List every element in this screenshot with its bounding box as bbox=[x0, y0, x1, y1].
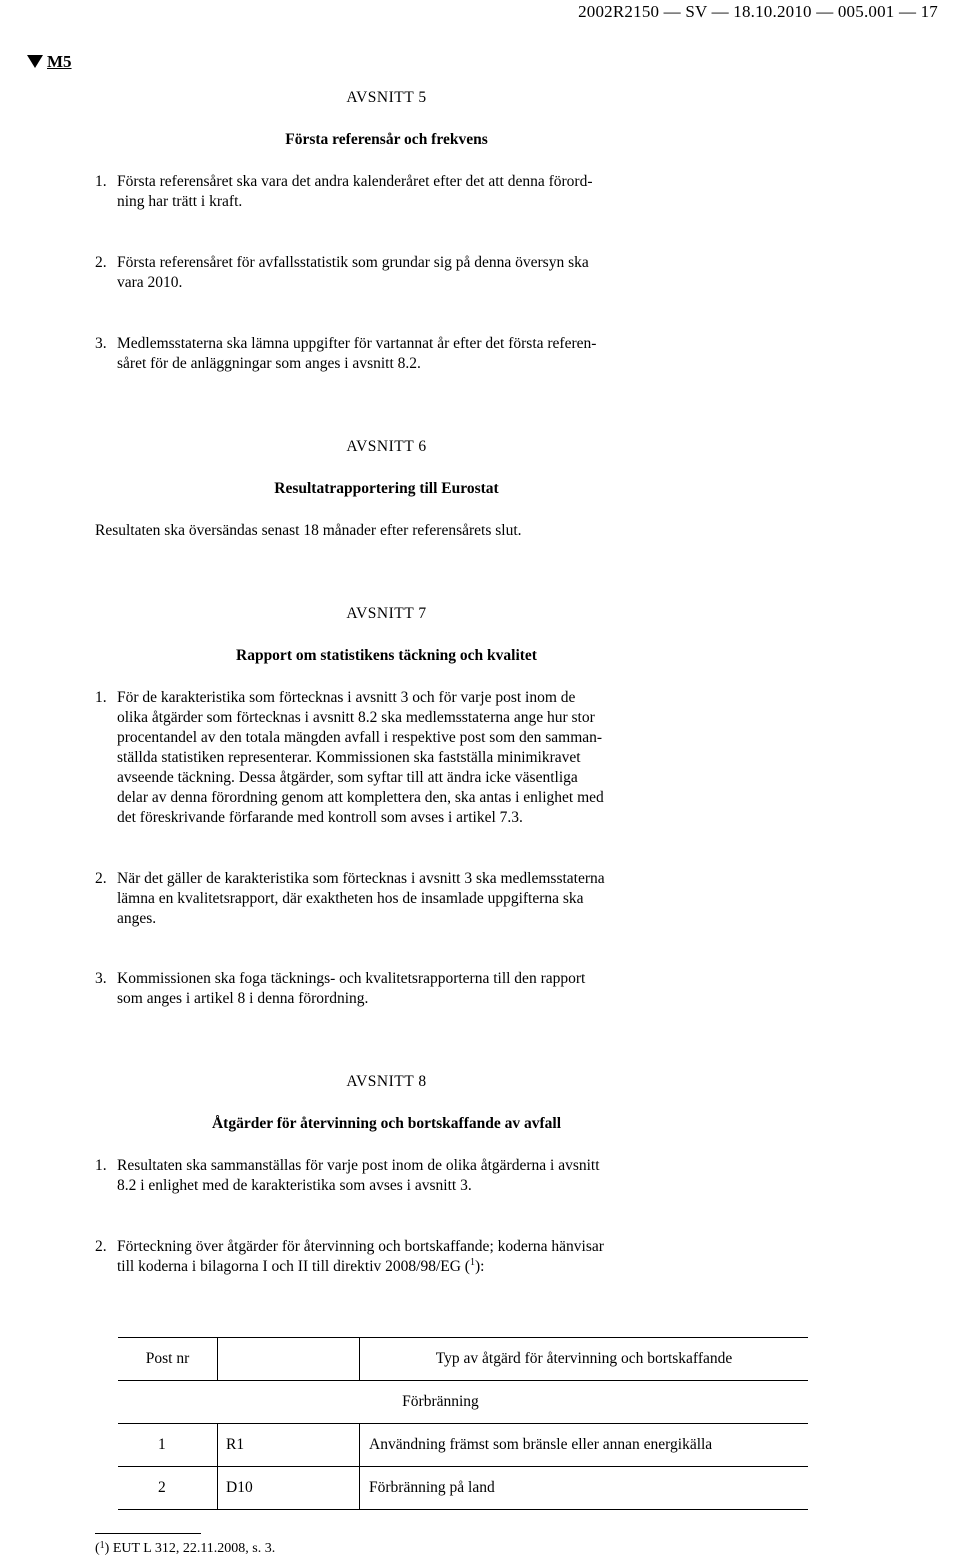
s8-p1-num: 1. bbox=[95, 1157, 107, 1174]
s5-p3-num: 3. bbox=[95, 335, 107, 352]
s7-p1-line1: För de karakteristika som förtecknas i avsnitt 3 och för varje post inom de bbox=[117, 689, 576, 706]
section-5-title: Första referensår och frekvens bbox=[285, 131, 488, 148]
s7-p1-line7: det föreskrivande förfarande med kontroll som avses i artikel 7.3. bbox=[117, 809, 523, 826]
amendment-marker bbox=[27, 52, 72, 72]
row-desc: Användning främst som bränsle eller annan energikälla bbox=[360, 1424, 809, 1467]
s5-p3-line1: Medlemsstaterna ska lämna uppgifter för vartannat år efter det första referen- bbox=[117, 335, 597, 352]
row-nr: 2 bbox=[118, 1467, 218, 1510]
s8-p1-line1: Resultaten ska sammanställas för varje post inom de olika åtgärderna i avsnitt bbox=[117, 1157, 600, 1174]
s7-p3-line2: som anges i artikel 8 i denna förordning. bbox=[117, 990, 369, 1007]
footnote-ref[interactable]: 1 bbox=[469, 1257, 475, 1268]
s7-p2-num: 2. bbox=[95, 870, 107, 887]
section-8-number: AVSNITT 8 bbox=[346, 1073, 427, 1090]
footnote-number: 1 bbox=[99, 1540, 105, 1551]
table-row bbox=[118, 1467, 808, 1510]
s5-p2-line2: vara 2010. bbox=[117, 274, 183, 291]
section-7-title: Rapport om statistikens täckning och kvalitet bbox=[236, 647, 537, 664]
s7-p1-num: 1. bbox=[95, 689, 107, 706]
row-nr: 1 bbox=[118, 1424, 218, 1467]
s7-p3-num: 3. bbox=[95, 970, 107, 987]
amendment-code: M5 bbox=[47, 52, 72, 71]
section-8-title: Åtgärder för återvinning och bortskaffande av avfall bbox=[211, 1115, 562, 1132]
footnote-rule bbox=[95, 1533, 201, 1534]
s7-p1-line3: procentandel av den totala mängden avfall i respektive post som den samman- bbox=[117, 729, 603, 746]
s7-p2-line3: anges. bbox=[117, 910, 157, 927]
footnote bbox=[95, 1541, 275, 1557]
s7-p2-line1: När det gäller de karakteristika som förtecknas i avsnitt 3 ska medlemsstaterna bbox=[117, 870, 605, 887]
down-triangle-icon bbox=[27, 55, 43, 68]
row-code: R1 bbox=[218, 1424, 360, 1467]
s8-p2-line2-text: till koderna i bilagorna I och II till direktiv 2008/98/EG ( bbox=[117, 1258, 470, 1275]
section-6-number: AVSNITT 6 bbox=[346, 438, 427, 455]
s5-p1-line1: Första referensåret ska vara det andra kalenderåret efter det att denna förord- bbox=[117, 173, 593, 190]
s8-p1-line2: 8.2 i enlighet med de karakteristika som avses i avsnitt 3. bbox=[117, 1177, 472, 1194]
row-desc: Förbränning på land bbox=[360, 1467, 809, 1510]
header-post-nr: Post nr bbox=[118, 1338, 218, 1381]
section-7-number: AVSNITT 7 bbox=[346, 605, 427, 622]
section-5-number: AVSNITT 5 bbox=[346, 89, 427, 106]
header-type: Typ av åtgärd för återvinning och bortskaffande bbox=[360, 1338, 809, 1381]
page-header: 2002R2150 — SV — 18.10.2010 — 005.001 — 17 bbox=[578, 2, 938, 21]
table-header-row bbox=[118, 1338, 808, 1381]
s5-p1-num: 1. bbox=[95, 173, 107, 190]
s7-p1-line2: olika åtgärder som förtecknas i avsnitt 8.2 ska medlemsstaterna ange hur stor bbox=[117, 709, 595, 726]
s7-p3-line1: Kommissionen ska foga täcknings- och kvalitetsrapporterna till den rapport bbox=[117, 970, 586, 987]
table-row bbox=[118, 1424, 808, 1467]
s8-p2-line1: Förteckning över åtgärder för återvinning och bortskaffande; koderna hänvisar bbox=[117, 1238, 604, 1255]
table-group-row bbox=[118, 1381, 808, 1424]
s5-p3-line2: såret för de anläggningar som anges i avsnitt 8.2. bbox=[117, 355, 421, 372]
s7-p1-line5: avseende täckning. Dessa åtgärder, som syftar till att ändra icke väsentliga bbox=[117, 769, 578, 786]
s8-p2-line2 bbox=[117, 1258, 484, 1276]
section-6-title: Resultatrapportering till Eurostat bbox=[274, 480, 499, 497]
s5-p1-line2: ning har trätt i kraft. bbox=[117, 193, 243, 210]
row-code: D10 bbox=[218, 1467, 360, 1510]
header-code bbox=[218, 1338, 360, 1381]
footnote-text: ) EUT L 312, 22.11.2008, s. 3. bbox=[104, 1541, 276, 1556]
s5-p2-num: 2. bbox=[95, 254, 107, 271]
s5-p2-line1: Första referensåret för avfallsstatistik som grundar sig på denna översyn ska bbox=[117, 254, 589, 271]
s8-p2-line2-end: ): bbox=[474, 1258, 485, 1275]
s7-p1-line4: ställda statistiken representerar. Kommissionen ska fastställa minimikravet bbox=[117, 749, 581, 766]
s8-p2-num: 2. bbox=[95, 1238, 107, 1255]
s7-p1-line6: delar av denna förordning genom att komplettera den, ska antas i enlighet med bbox=[117, 789, 604, 806]
s7-p2-line2: lämna en kvalitetsrapport, där exaktheten hos de insamlade uppgifterna ska bbox=[117, 890, 584, 907]
group-label: Förbränning bbox=[118, 1381, 808, 1424]
measures-table bbox=[118, 1337, 808, 1510]
s6-p1: Resultaten ska översändas senast 18 månader efter referensårets slut. bbox=[95, 522, 522, 539]
footnote-open: ( bbox=[95, 1541, 100, 1556]
